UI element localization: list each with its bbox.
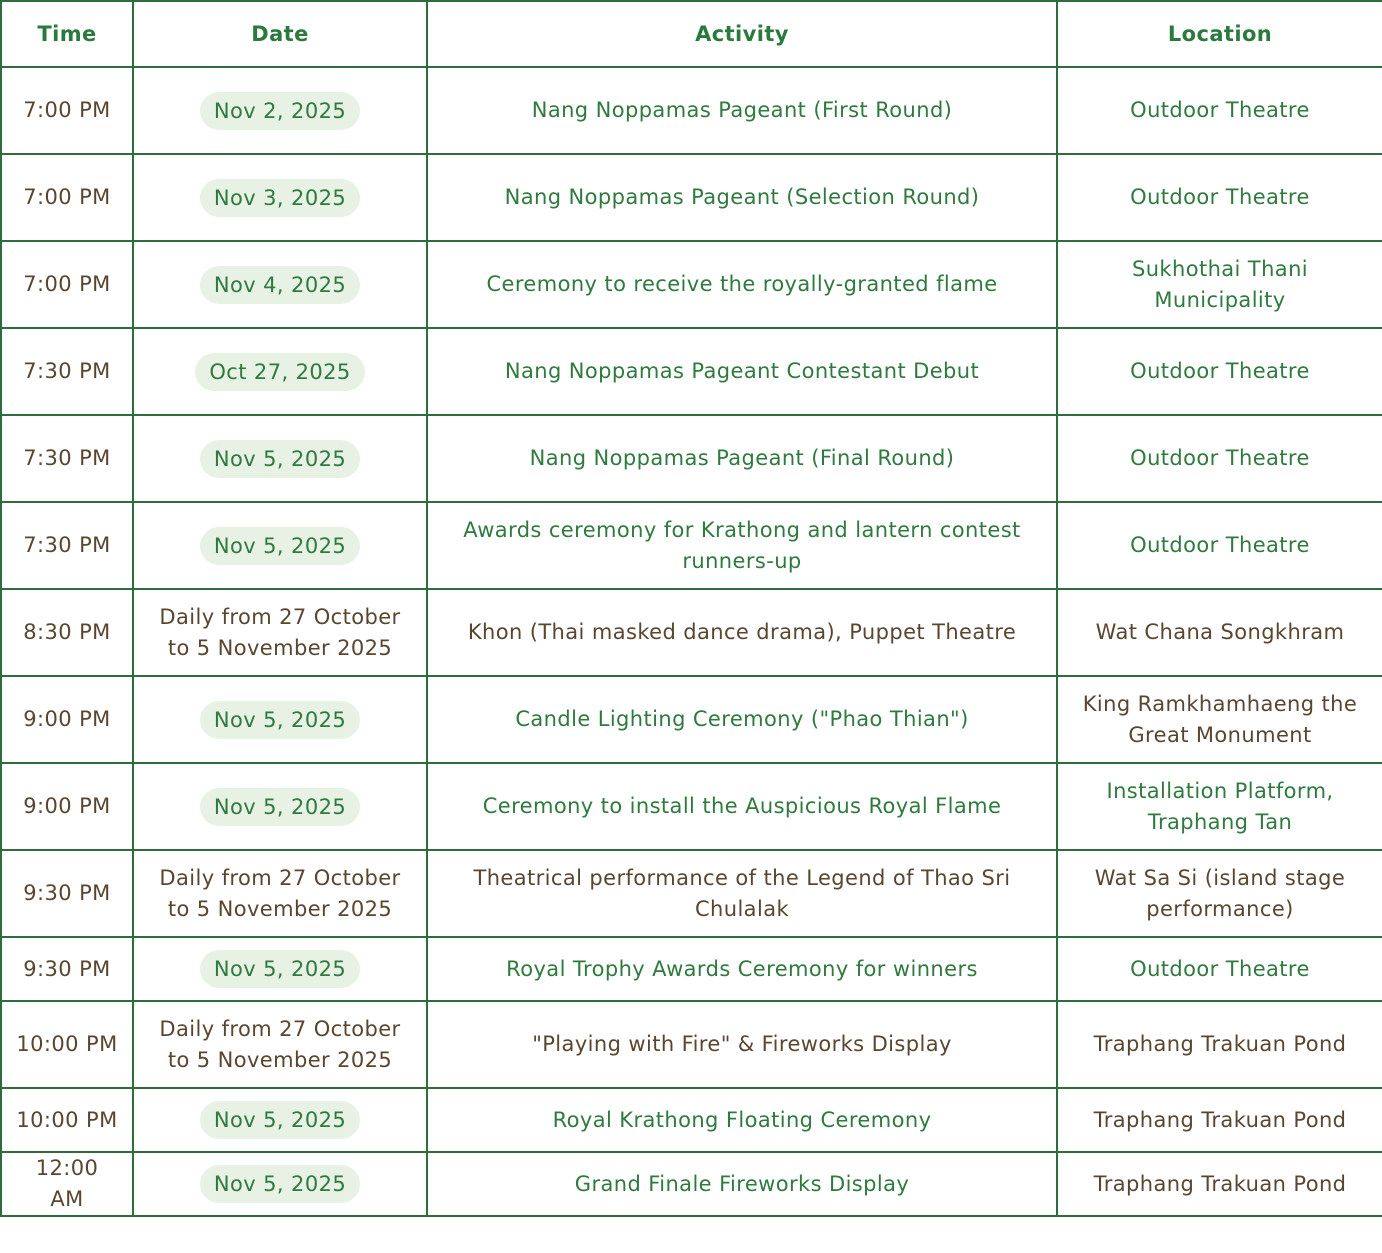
time-cell: 12:00 AM: [1, 1152, 133, 1216]
location-cell: Wat Sa Si (island stage performance): [1057, 850, 1382, 937]
table-row: [1, 67, 1382, 154]
table-row: [1, 676, 1382, 763]
table-row: [1, 502, 1382, 589]
location-cell: Wat Chana Songkhram: [1057, 589, 1382, 676]
table-row: [1, 415, 1382, 502]
location-cell: Installation Platform, Traphang Tan: [1057, 763, 1382, 850]
activity-cell: Khon (Thai masked dance drama), Puppet Theatre: [427, 589, 1057, 676]
activity-cell: Grand Finale Fireworks Display: [427, 1152, 1057, 1216]
table-row: [1, 937, 1382, 1001]
date-cell: [133, 1152, 427, 1216]
location-cell: Outdoor Theatre: [1057, 502, 1382, 589]
date-cell: [133, 502, 427, 589]
date-badge: Nov 4, 2025: [200, 266, 360, 304]
time-cell: 7:30 PM: [1, 502, 133, 589]
location-cell: Sukhothai Thani Municipality: [1057, 241, 1382, 328]
date-badge: Nov 2, 2025: [200, 92, 360, 130]
table-row: [1, 589, 1382, 676]
activity-cell: "Playing with Fire" & Fireworks Display: [427, 1001, 1057, 1088]
activity-cell: Nang Noppamas Pageant (First Round): [427, 67, 1057, 154]
header-activity: Activity: [427, 1, 1057, 67]
activity-cell: Royal Krathong Floating Ceremony: [427, 1088, 1057, 1152]
activity-cell: Ceremony to install the Auspicious Royal Flame: [427, 763, 1057, 850]
location-cell: Outdoor Theatre: [1057, 415, 1382, 502]
location-cell: Traphang Trakuan Pond: [1057, 1152, 1382, 1216]
table-row: [1, 241, 1382, 328]
date-cell: Daily from 27 October to 5 November 2025: [133, 1001, 427, 1088]
activity-cell: Nang Noppamas Pageant (Selection Round): [427, 154, 1057, 241]
table-row: [1, 1001, 1382, 1088]
time-cell: 8:30 PM: [1, 589, 133, 676]
location-cell: Outdoor Theatre: [1057, 154, 1382, 241]
location-cell: King Ramkhamhaeng the Great Monument: [1057, 676, 1382, 763]
date-badge: Nov 5, 2025: [200, 1165, 360, 1203]
date-cell: [133, 67, 427, 154]
time-cell: 7:00 PM: [1, 154, 133, 241]
header-time: Time: [1, 1, 133, 67]
table-row: [1, 154, 1382, 241]
date-badge: Nov 5, 2025: [200, 1101, 360, 1139]
table-row: [1, 1152, 1382, 1216]
table-row: [1, 763, 1382, 850]
date-badge: Nov 5, 2025: [200, 788, 360, 826]
header-row: [1, 1, 1382, 67]
location-cell: Traphang Trakuan Pond: [1057, 1088, 1382, 1152]
location-cell: Outdoor Theatre: [1057, 67, 1382, 154]
date-cell: [133, 154, 427, 241]
date-badge: Oct 27, 2025: [195, 353, 364, 391]
table-row: [1, 850, 1382, 937]
table-row: [1, 1088, 1382, 1152]
date-cell: [133, 328, 427, 415]
table-row: [1, 328, 1382, 415]
header-location: Location: [1057, 1, 1382, 67]
time-cell: 7:00 PM: [1, 241, 133, 328]
date-badge: Nov 5, 2025: [200, 527, 360, 565]
date-cell: Daily from 27 October to 5 November 2025: [133, 850, 427, 937]
time-cell: 7:30 PM: [1, 415, 133, 502]
activity-cell: Nang Noppamas Pageant Contestant Debut: [427, 328, 1057, 415]
date-cell: [133, 241, 427, 328]
time-cell: 10:00 PM: [1, 1088, 133, 1152]
date-cell: [133, 1088, 427, 1152]
time-cell: 7:30 PM: [1, 328, 133, 415]
time-cell: 10:00 PM: [1, 1001, 133, 1088]
activity-cell: Ceremony to receive the royally-granted flame: [427, 241, 1057, 328]
location-cell: Outdoor Theatre: [1057, 937, 1382, 1001]
date-badge: Nov 3, 2025: [200, 179, 360, 217]
time-cell: 9:30 PM: [1, 937, 133, 1001]
date-badge: Nov 5, 2025: [200, 701, 360, 739]
time-cell: 9:30 PM: [1, 850, 133, 937]
activity-cell: Awards ceremony for Krathong and lantern contest runners-up: [427, 502, 1057, 589]
location-cell: Traphang Trakuan Pond: [1057, 1001, 1382, 1088]
time-cell: 9:00 PM: [1, 763, 133, 850]
location-cell: Outdoor Theatre: [1057, 328, 1382, 415]
date-cell: [133, 415, 427, 502]
date-cell: [133, 937, 427, 1001]
date-cell: [133, 676, 427, 763]
time-cell: 7:00 PM: [1, 67, 133, 154]
date-cell: Daily from 27 October to 5 November 2025: [133, 589, 427, 676]
activity-cell: Royal Trophy Awards Ceremony for winners: [427, 937, 1057, 1001]
header-date: Date: [133, 1, 427, 67]
activity-cell: Candle Lighting Ceremony ("Phao Thian"): [427, 676, 1057, 763]
date-badge: Nov 5, 2025: [200, 950, 360, 988]
activity-cell: Theatrical performance of the Legend of Thao Sri Chulalak: [427, 850, 1057, 937]
time-cell: 9:00 PM: [1, 676, 133, 763]
date-badge: Nov 5, 2025: [200, 440, 360, 478]
activity-cell: Nang Noppamas Pageant (Final Round): [427, 415, 1057, 502]
date-cell: [133, 763, 427, 850]
